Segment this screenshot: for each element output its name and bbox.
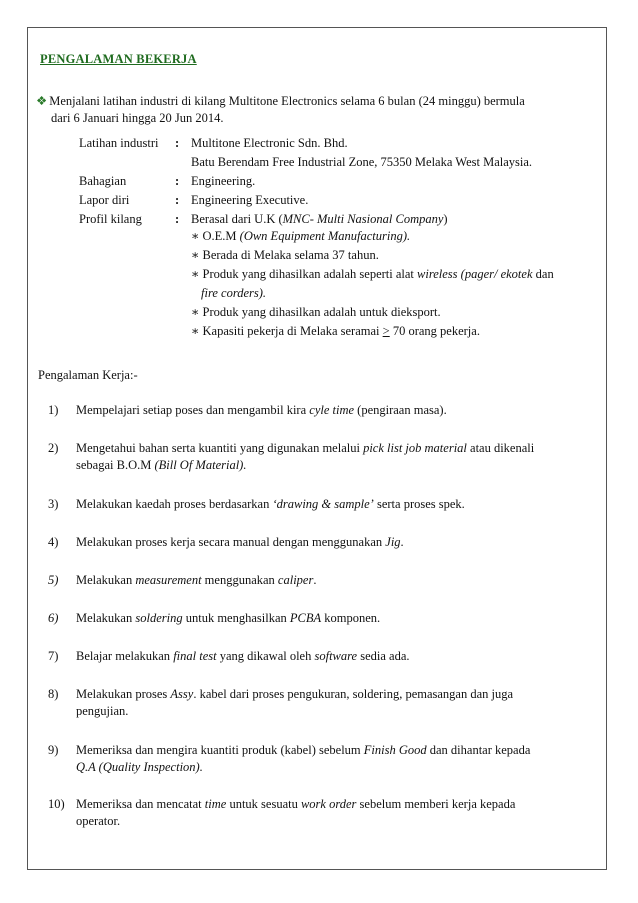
colon: : [175,136,180,150]
profil-detail-item: ∗ Berada di Melaka selama 37 tahun. [191,247,379,262]
value-company-address: Batu Berendam Free Industrial Zone, 75350 Melaka West Malaysia. [191,155,533,169]
profil-detail-continuation: fire corders). [201,285,267,300]
list-item: 6) Melakukan soldering untuk menghasilkan PCBA komponen. [48,611,381,625]
asterisk-bullet-icon: ∗ [191,304,200,319]
asterisk-bullet-icon: ∗ [191,323,200,338]
label-bahagian: Bahagian [79,174,127,188]
list-item: 8) Melakukan proses Assy. kabel dari proses pengukuran, soldering, pemasangan dan juga pengujian. [48,687,514,718]
colon: : [175,174,180,188]
list-item: 3) Melakukan kaedah proses berdasarkan ‘drawing & sample’ serta proses spek. [48,497,465,511]
section-heading: PENGALAMAN BEKERJA [40,52,197,66]
label-lapor-diri: Lapor diri [79,193,130,207]
intro-line-1: Menjalani latihan industri di kilang Multitone Electronics selama 6 bulan (24 minggu) bermula [49,94,525,108]
profil-detail-item: ∗ Produk yang dihasilkan adalah seperti alat wireless (pager/ ekotek dan [191,266,554,281]
label-profil-kilang: Profil kilang [79,212,142,226]
colon: : [175,212,180,226]
asterisk-bullet-icon: ∗ [191,247,200,262]
colon: : [175,193,180,207]
list-item: 2) Mengetahui bahan serta kuantiti yang digunakan melalui pick list job material atau dikenali sebagai B.O.M (Bill Of Material). [48,441,535,472]
list-item: 10) Memeriksa dan mencatat time untuk sesuatu work order sebelum memberi kerja kepada operator. [48,797,516,828]
experience-title: Pengalaman Kerja:- [38,368,138,382]
list-item: 7) Belajar melakukan final test yang dikawal oleh software sedia ada. [48,649,410,663]
list-item: 4) Melakukan proses kerja secara manual dengan menggunakan Jig. [48,535,404,549]
value-profil-kilang: Berasal dari U.K (MNC- Multi Nasional Company) ∗ O.E.M (Own Equipment Manufacturing). ∗ Berada di Melaka selama 37 tahun. ∗ Produk yang dihasilkan adalah seperti alat wireless (pager/ ekotek dan fire corders). ∗ Produk yang dihasilkan adalah untuk dieksport. ∗ Kapasiti pekerja di Melaka seramai > 70 orang pekerja. [191,211,554,342]
list-item: 1) Mempelajari setiap poses dan mengambil kira cyle time (pengiraan masa). [48,403,447,417]
intro-paragraph [36,93,596,127]
profil-details-list [191,228,554,342]
company-info-table [79,135,554,342]
asterisk-bullet-icon: ∗ [191,266,200,281]
diamond-bullet-icon: ❖ [36,94,48,108]
list-item: 5) Melakukan measurement menggunakan caliper. [48,573,317,587]
profil-detail-item: ∗ O.E.M (Own Equipment Manufacturing). [191,228,411,243]
list-item: 9) Memeriksa dan mengira kuantiti produk (kabel) sebelum Finish Good dan dihantar kepada Q.A (Quality Inspection). [48,743,531,774]
intro-line-2: dari 6 Januari hingga 20 Jun 2014. [51,110,224,125]
label-latihan-industri: Latihan industri [79,136,159,150]
value-company-name: Multitone Electronic Sdn. Bhd. [191,136,348,150]
value-bahagian: Engineering. [191,174,256,188]
value-lapor-diri: Engineering Executive. [191,193,309,207]
asterisk-bullet-icon: ∗ [191,228,200,243]
profil-detail-item: ∗ Kapasiti pekerja di Melaka seramai > 70 orang pekerja. [191,323,480,338]
profil-detail-item: ∗ Produk yang dihasilkan adalah untuk dieksport. [191,304,441,319]
